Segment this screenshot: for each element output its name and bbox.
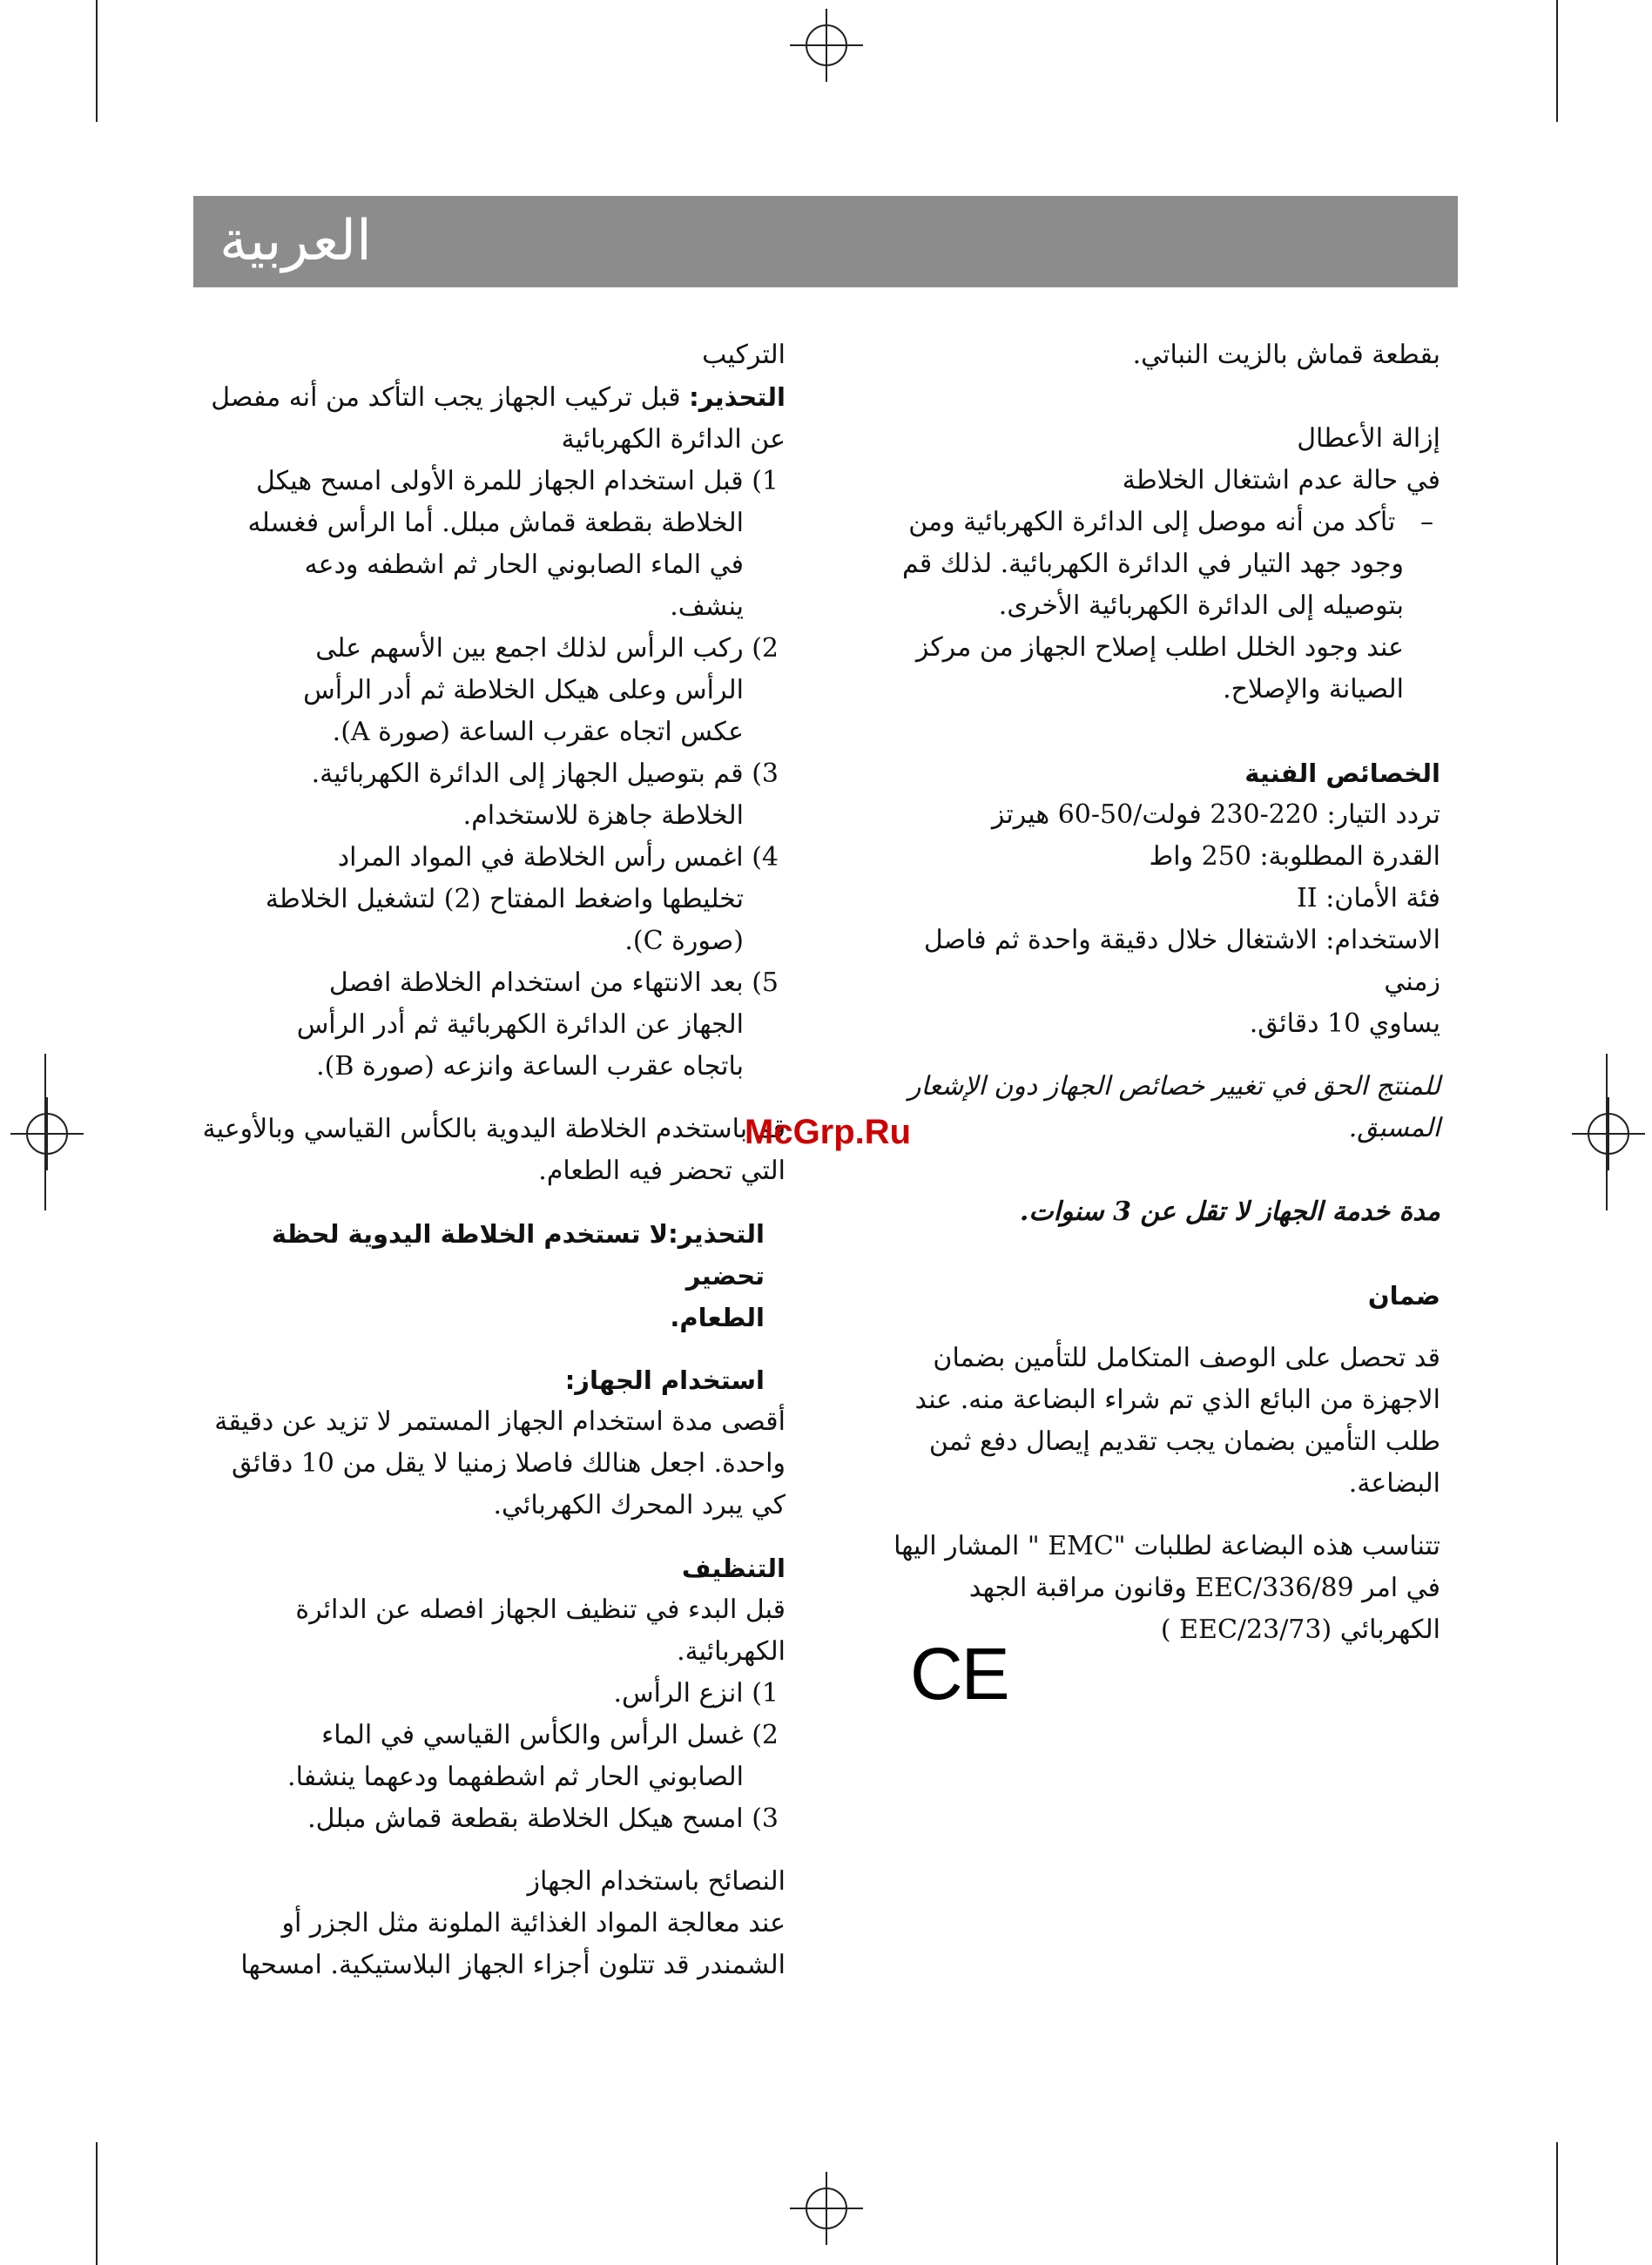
crop-mark bbox=[1556, 2142, 1558, 2265]
list-item-cont: الجهاز عن الدائرة الكهربائية ثم أدر الرأس bbox=[296, 1009, 744, 1040]
list-item-cont: ينشف. bbox=[670, 591, 744, 622]
language-header bbox=[193, 196, 1458, 287]
disclaimer: للمنتج الحق في تغيير خصائص الجهاز دون الإشعار bbox=[908, 1071, 1440, 1102]
list-item: 5) بعد الانتهاء من استخدام الخلاطة افصل bbox=[328, 967, 779, 998]
list-item-cont: وجود جهد التيار في الدائرة الكهربائية. لذلك قم bbox=[901, 549, 1404, 579]
list-item-cont: الصابوني الحار ثم اشطفهما ودعهما ينشفا. bbox=[287, 1762, 744, 1792]
compliance-text: تتناسب هذه البضاعة لطلبات "EMC " المشار اليها bbox=[893, 1531, 1440, 1561]
use-title: استخدام الجهاز: bbox=[564, 1365, 765, 1395]
spec-line: يساوي 10 دقائق. bbox=[1249, 1008, 1440, 1039]
list-item-cont: تخليطها واضغط المفتاح (2) لتشغيل الخلاطة bbox=[265, 884, 744, 914]
list-item: 1) قبل استخدام الجهاز للمرة الأولى امسح هيكل bbox=[256, 466, 779, 496]
right-column bbox=[200, 334, 786, 1986]
usage-warning: التحذير:لا تستخدم الخلاطة اليدوية لحظة تحضير bbox=[271, 1219, 765, 1291]
cleaning-intro: قبل البدء في تنظيف الجهاز افصله عن الدائرة bbox=[295, 1594, 786, 1625]
list-item: 1) انزع الرأس. bbox=[613, 1678, 779, 1709]
list-item-cont: عكس اتجاه عقرب الساعة (صورة A). bbox=[332, 717, 744, 747]
warning-text: قبل تركيب الجهاز يجب التأكد من أنه مفصل bbox=[211, 382, 681, 413]
continuation-text: بقطعة قماش بالزيت النباتي. bbox=[1132, 340, 1440, 370]
list-item-cont: عند وجود الخلل اطلب إصلاح الجهاز من مركز bbox=[915, 632, 1404, 663]
list-item-cont: الخلاطة جاهزة للاستخدام. bbox=[462, 800, 744, 831]
warranty-text: الاجهزة من البائع الذي تم شراء البضاعة منه. عند bbox=[914, 1385, 1440, 1415]
compliance-text: في امر EEC/336/89 وقانون مراقبة الجهد bbox=[968, 1573, 1440, 1603]
list-item-cont: الخلاطة بقطعة قماش مبلل. أما الرأس فغسله bbox=[247, 508, 744, 538]
crop-mark bbox=[96, 0, 98, 122]
crop-mark bbox=[1606, 1054, 1608, 1210]
list-item-cont: (صورة C). bbox=[624, 926, 744, 956]
left-column bbox=[862, 334, 1440, 1651]
registration-mark-icon bbox=[26, 1113, 68, 1155]
registration-mark-icon bbox=[1588, 1113, 1629, 1155]
list-item: 4) اغمس رأس الخلاطة في المواد المراد bbox=[337, 842, 779, 873]
warranty-text: قد تحصل على الوصف المتكامل للتأمين بضمان bbox=[933, 1343, 1440, 1373]
list-item: 2) ركب الرأس لذلك اجمع بين الأسهم على bbox=[315, 633, 779, 664]
list-item: – تأكد من أنه موصل إلى الدائرة الكهربائية ومن bbox=[908, 507, 1433, 537]
cleaning-title: التنظيف bbox=[681, 1554, 786, 1583]
use-text: واحدة. اجعل هنالك فاصلا زمنيا لا يقل من 10 دقائق bbox=[231, 1448, 786, 1479]
page-title: العربية bbox=[219, 209, 372, 273]
crop-mark bbox=[44, 1054, 46, 1210]
warning-label: التحذير: bbox=[689, 382, 786, 412]
list-item: 3) امسح هيكل الخلاطة بقطعة قماش مبلل. bbox=[307, 1803, 779, 1834]
assembly-steps bbox=[200, 461, 786, 1088]
usage-warning-cont: الطعام. bbox=[670, 1303, 765, 1332]
tips-title: النصائح باستخدام الجهاز bbox=[527, 1866, 786, 1897]
use-text: كي يبرد المحرك الكهربائي. bbox=[493, 1490, 786, 1520]
assembly-title: التركيب bbox=[702, 340, 786, 370]
registration-mark-icon bbox=[806, 24, 847, 66]
specs-title: الخصائص الفنية bbox=[1244, 758, 1440, 788]
assembly-warning bbox=[200, 376, 786, 419]
list-item-cont: في الماء الصابوني الحار ثم اشطفه ودعه bbox=[304, 549, 744, 580]
list-item-cont: الصيانة والإصلاح. bbox=[1223, 674, 1404, 704]
troubleshoot-title: إزالة الأعطال bbox=[1297, 423, 1440, 454]
crop-mark bbox=[1556, 0, 1558, 122]
ce-mark-icon: CE bbox=[910, 1633, 1008, 1715]
watermark: McGrp.Ru bbox=[745, 1113, 912, 1151]
crop-mark bbox=[96, 2142, 98, 2265]
list-item-cont: الرأس وعلى هيكل الخلاطة ثم أدر الرأس bbox=[303, 675, 744, 705]
spec-line: تردد التيار: 220-230 فولت/50-60 هيرتز bbox=[991, 799, 1440, 830]
disclaimer-cont: المسبق. bbox=[1348, 1113, 1440, 1143]
registration-mark-icon bbox=[806, 2187, 847, 2229]
use-text: أقصى مدة استخدام الجهاز المستمر لا تزيد عن دقيقة bbox=[214, 1406, 786, 1437]
list-item: 3) قم بتوصيل الجهاز إلى الدائرة الكهربائية. bbox=[311, 758, 779, 789]
warranty-text: البضاعة. bbox=[1348, 1468, 1440, 1499]
list-item: 2) غسل الرأس والكأس القياسي في الماء bbox=[321, 1720, 779, 1750]
warranty-text: طلب التأمين بضمان يجب تقديم إيصال دفع ثمن bbox=[928, 1426, 1440, 1457]
spec-line: فئة الأمان: II bbox=[1296, 883, 1440, 913]
tips-text: عند معالجة المواد الغذائية الملونة مثل الجزر أو bbox=[281, 1908, 786, 1938]
list-item-cont: باتجاه عقرب الساعة وانزعه (صورة B). bbox=[316, 1051, 744, 1082]
spec-line: الاستخدام: الاشتغال خلال دقيقة واحدة ثم فاصل زمني bbox=[923, 925, 1440, 997]
spec-line: القدرة المطلوبة: 250 واط bbox=[1149, 841, 1440, 872]
warranty-title: ضمان bbox=[1367, 1281, 1440, 1311]
compliance-text: الكهربائي (EEC/23/73 ) bbox=[1160, 1614, 1440, 1645]
troubleshoot-sub: في حالة عدم اشتغال الخلاطة bbox=[1122, 465, 1440, 495]
usage-note-cont: التي تحضر فيه الطعام. bbox=[538, 1156, 786, 1186]
service-life: مدة خدمة الجهاز لا تقل عن 3 سنوات. bbox=[1019, 1197, 1440, 1227]
usage-note: قم باستخدم الخلاطة اليدوية بالكأس القياسي وبالأوعية bbox=[202, 1114, 786, 1144]
list-item-cont: بتوصيله إلى الدائرة الكهربائية الأخرى. bbox=[998, 590, 1404, 621]
cleaning-intro-cont: الكهربائية. bbox=[677, 1636, 786, 1667]
tips-text: الشمندر قد تتلون أجزاء الجهاز البلاستيكية. امسحها bbox=[240, 1950, 786, 1980]
warning-text-cont: عن الدائرة الكهربائية bbox=[561, 424, 786, 455]
